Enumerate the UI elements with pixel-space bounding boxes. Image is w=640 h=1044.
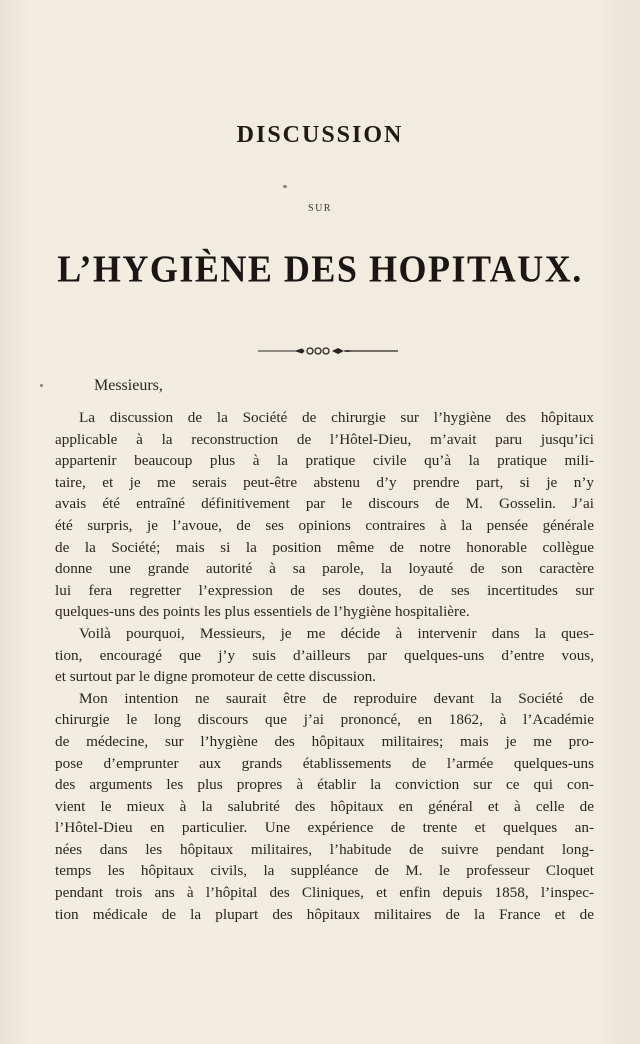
text-line: applicable à la reconstruction de l’Hôtel-Dieu, m’avait paru jusqu’ici: [55, 430, 594, 448]
salutation: Messieurs,: [94, 377, 163, 394]
paper-speck: [283, 185, 287, 188]
heading-title: L’HYGIÈNE DES HOPITAUX.: [57, 248, 583, 290]
text-line: appartenir beaucoup plus à la pratique civile qu’à la pratique mili-: [55, 452, 594, 470]
text-line: et surtout par le digne promoteur de cette discussion.: [55, 668, 376, 686]
ornament-divider-icon: [258, 345, 398, 357]
body-text: [55, 407, 594, 925]
text-line: La discussion de la Société de chirurgie sur l’hygiène des hôpitaux: [79, 409, 594, 426]
text-line: été surpris, je l’avoue, de ses opinions contraires à la pensée générale: [55, 516, 594, 534]
paper-speck: [40, 384, 43, 387]
text-line: de la Société; mais si la position même de notre honorable collègue: [55, 538, 594, 556]
text-line: temps les hôpitaux civils, la suppléance de M. le professeur Cloquet: [55, 862, 594, 880]
text-line: nées dans les hôpitaux militaires, l’habitude de suivre pendant long-: [55, 840, 594, 858]
text-line: des arguments les plus propres à établir la conviction sur ce qui con-: [55, 776, 594, 794]
text-line: tion, encouragé que j’y suis d’ailleurs par quelques-uns d’entre vous,: [55, 646, 594, 664]
text-line: taire, et je me serais peut-être abstenu d’y prendre part, si je n’y: [55, 473, 594, 491]
text-line: vient le mieux à la salubrité des hôpitaux en général et à celle de: [55, 797, 594, 815]
text-line: l’Hôtel-Dieu en particulier. Une expérience de trente et quelques an-: [55, 819, 594, 837]
text-line: pendant trois ans à l’hôpital des Cliniques, et enfin depuis 1858, l’inspec-: [55, 884, 594, 902]
text-line: avais été entraîné définitivement par le discours de M. Gosselin. J’ai: [55, 495, 594, 513]
heading-main: DISCUSSION: [236, 122, 404, 148]
text-line: chirurgie le long discours que j’ai prononcé, en 1862, à l’Académie: [55, 711, 594, 729]
text-line: pose d’emprunter aux grands établissements de l’armée quelques-uns: [55, 754, 594, 772]
text-line: quelques-uns des points les plus essentiels de l’hygiène hospitalière.: [55, 603, 470, 621]
text-line: lui fera regretter l’expression de ses doutes, de ses incertitudes sur: [55, 581, 594, 599]
text-line: donne une grande autorité à sa parole, la loyauté de son caractère: [55, 560, 594, 578]
text-line: Mon intention ne saurait être de reproduire devant la Société de: [79, 689, 594, 707]
text-line: Voilà pourquoi, Messieurs, je me décide à intervenir dans la ques-: [79, 624, 594, 642]
heading-sub: SUR: [308, 203, 332, 214]
text-line: tion médicale de la plupart des hôpitaux militaires de la France et de: [55, 905, 594, 923]
text-line: de médecine, sur l’hygiène des hôpitaux militaires; mais je me pro-: [55, 732, 594, 750]
